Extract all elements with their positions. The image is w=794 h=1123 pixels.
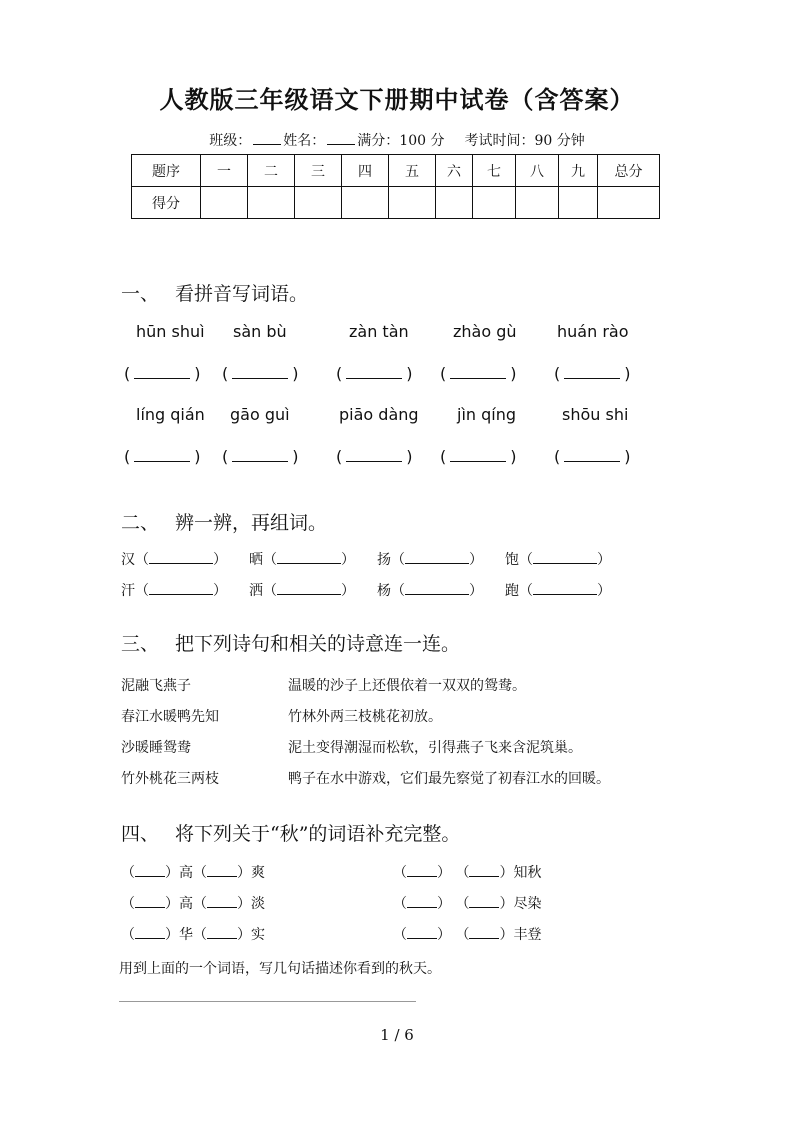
pinyin: líng qián — [136, 405, 205, 424]
poem-meaning[interactable]: 泥土变得潮湿而松软，引得燕子飞来含泥筑巢。 — [288, 740, 582, 756]
poem-line[interactable]: 竹外桃花三两枝 — [121, 771, 219, 787]
idiom-left[interactable]: （ ）高（ ）淡 — [121, 896, 265, 912]
score-cell[interactable] — [516, 187, 559, 219]
score-table-header-row — [132, 155, 660, 187]
poem-meaning[interactable]: 竹林外两三枝桃花初放。 — [288, 709, 442, 725]
char-item[interactable]: 饱（ ） — [505, 552, 611, 568]
exam-info — [0, 130, 794, 150]
header-cell: 三 — [295, 155, 342, 187]
pinyin: sàn bù — [233, 322, 287, 341]
score-cell[interactable] — [342, 187, 389, 219]
full-score: 满分：100 分 — [357, 133, 445, 149]
answer-blank[interactable]: ( ) — [124, 447, 201, 466]
section-title: 辨一辨，再组词。 — [175, 512, 328, 534]
poem-line[interactable]: 沙暖睡鸳鸯 — [121, 740, 191, 756]
header-cell: 九 — [559, 155, 598, 187]
idiom-left[interactable]: （ ）华（ ）实 — [121, 927, 265, 943]
score-cell[interactable] — [201, 187, 248, 219]
section-4-heading — [121, 819, 460, 846]
char-item[interactable]: 洒（ ） — [249, 583, 355, 599]
class-field[interactable] — [253, 132, 281, 145]
answer-blank[interactable]: ( ) — [124, 364, 201, 383]
char-item[interactable]: 晒（ ） — [249, 552, 355, 568]
section-number: 二、 — [121, 512, 160, 534]
header-cell: 题序 — [132, 155, 201, 187]
idiom-right[interactable]: （ ） （ ）知秋 — [393, 865, 542, 881]
answer-blank[interactable]: ( ) — [222, 364, 299, 383]
poem-line[interactable]: 泥融飞燕子 — [121, 678, 191, 694]
answer-blank[interactable]: ( ) — [336, 364, 413, 383]
section-title: 把下列诗句和相关的诗意连一连。 — [175, 633, 461, 655]
header-cell: 八 — [516, 155, 559, 187]
page-title: 人教版三年级语文下册期中试卷（含答案） — [159, 85, 635, 114]
answer-blank[interactable]: ( ) — [554, 447, 631, 466]
pinyin: jìn qíng — [457, 405, 517, 424]
char-item[interactable]: 汉（ ） — [121, 552, 227, 568]
header-cell: 二 — [248, 155, 295, 187]
char-item[interactable]: 跑（ ） — [505, 583, 611, 599]
score-cell[interactable] — [248, 187, 295, 219]
writing-prompt: 用到上面的一个词语，写几句话描述你看到的秋天。 — [119, 961, 441, 977]
char-item[interactable]: 汗（ ） — [121, 583, 227, 599]
footer-divider — [119, 1001, 416, 1002]
answer-blank[interactable]: ( ) — [222, 447, 299, 466]
page-number: 1 / 6 — [380, 1026, 414, 1044]
header-cell: 一 — [201, 155, 248, 187]
char-item[interactable]: 杨（ ） — [377, 583, 483, 599]
score-cell[interactable] — [473, 187, 516, 219]
score-cell[interactable] — [295, 187, 342, 219]
section-title: 将下列关于“秋”的词语补充完整。 — [175, 823, 461, 845]
answer-blank[interactable]: ( ) — [440, 364, 517, 383]
poem-meaning[interactable]: 温暖的沙子上还偎依着一双双的鸳鸯。 — [288, 678, 526, 694]
idiom-right[interactable]: （ ） （ ）丰登 — [393, 927, 542, 943]
section-3-heading — [121, 629, 460, 656]
idiom-left[interactable]: （ ）高（ ）爽 — [121, 865, 265, 881]
pinyin: zàn tàn — [349, 322, 409, 341]
header-cell: 七 — [473, 155, 516, 187]
score-cell[interactable] — [559, 187, 598, 219]
name-field[interactable] — [327, 132, 355, 145]
score-table-score-row — [132, 187, 660, 219]
name-label: 姓名： — [283, 133, 326, 149]
row-label: 得分 — [132, 187, 201, 219]
pinyin: shōu shi — [562, 405, 629, 424]
exam-time: 考试时间：90 分钟 — [464, 133, 585, 149]
header-cell: 总分 — [598, 155, 660, 187]
section-number: 四、 — [121, 823, 160, 845]
pinyin: gāo guì — [230, 405, 290, 424]
pinyin: hūn shuì — [136, 322, 205, 341]
section-1-heading — [121, 279, 308, 306]
section-number: 一、 — [121, 283, 160, 305]
header-cell: 四 — [342, 155, 389, 187]
score-cell[interactable] — [598, 187, 660, 219]
answer-blank[interactable]: ( ) — [440, 447, 517, 466]
answer-blank[interactable]: ( ) — [336, 447, 413, 466]
score-table — [131, 154, 660, 219]
class-label: 班级： — [209, 133, 252, 149]
pinyin: huán rào — [557, 322, 629, 341]
header-cell: 六 — [436, 155, 473, 187]
header-cell: 五 — [389, 155, 436, 187]
poem-line[interactable]: 春江水暖鸭先知 — [121, 709, 219, 725]
idiom-right[interactable]: （ ） （ ）尽染 — [393, 896, 542, 912]
section-number: 三、 — [121, 633, 160, 655]
poem-meaning[interactable]: 鸭子在水中游戏，它们最先察觉了初春江水的回暖。 — [288, 771, 610, 787]
pinyin: zhào gù — [453, 322, 517, 341]
pinyin: piāo dàng — [339, 405, 419, 424]
score-cell[interactable] — [389, 187, 436, 219]
section-title: 看拼音写词语。 — [175, 283, 309, 305]
answer-blank[interactable]: ( ) — [554, 364, 631, 383]
char-item[interactable]: 扬（ ） — [377, 552, 483, 568]
section-2-heading — [121, 508, 327, 535]
score-cell[interactable] — [436, 187, 473, 219]
